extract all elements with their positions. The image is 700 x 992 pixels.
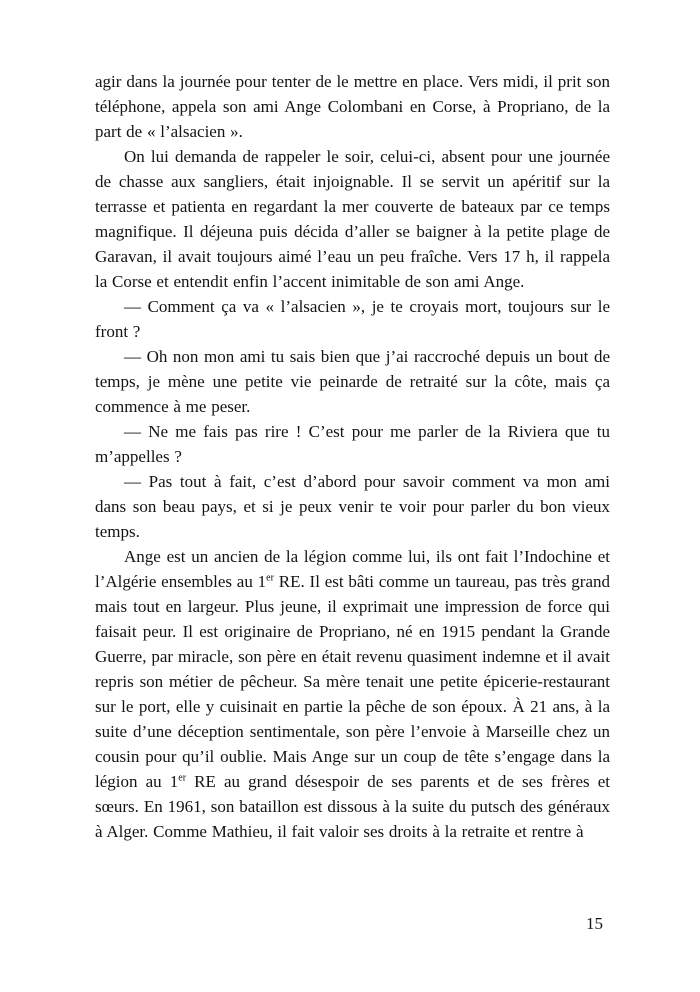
paragraph [95,69,610,144]
ordinal-superscript: er [178,772,187,784]
paragraph [95,294,610,344]
paragraph [95,469,610,544]
paragraph [95,419,610,469]
text-segment: Ange est un ancien de la légion comme lui, ils ont fait l’Indochine et l’Algérie ensembles au 1 [95,547,610,591]
text-segment: agir dans la journée pour tenter de le mettre en place. Vers midi, il prit son téléphone, appela son ami Ange Colombani en Corse, à Propriano, de la part de « l’alsacien ». [95,72,610,141]
page-number: 15 [586,914,603,933]
text-segment: — Ne me fais pas rire ! C’est pour me parler de la Riviera que tu m’appelles ? [95,422,610,466]
text-segment: On lui demanda de rappeler le soir, celui-ci, absent pour une journée de chasse aux sangliers, était injoignable. Il se servit un apéritif sur la terrasse et patienta en regardant la mer couverte de bateaux par ce temps magnifique. Il déjeuna puis décida d’aller se baigner à la petite plage de Garavan, il avait toujours aimé l’eau un peu fraîche. Vers 17 h, il rappela la Corse et entendit enfin l’accent inimitable de son ami Ange. [95,147,610,291]
ordinal-superscript: er [266,572,274,584]
paragraph [95,544,610,844]
text-segment: — Oh non mon ami tu sais bien que j’ai raccroché depuis un bout de temps, je mène une petite vie peinarde de retraité sur la côte, mais ça commence à me peser. [95,347,610,416]
paragraph [95,144,610,294]
text-segment: RE. Il est bâti comme un taureau, pas très grand mais tout en largeur. Plus jeune, il exprimait une impression de force qui faisait peur. Il est originaire de Propriano, né en 1915 pendant la Grande Guerre, par miracle, son père en était revenu quasiment indemne et il avait repris son métier de pêcheur. Sa mère tenait une petite épicerie-restaurant sur le port, elle y cuisinait en partie la pêche de son époux. À 21 ans, à la suite d’une déception sentimentale, son père l’envoie à Marseille chez un cousin pour qu’il oublie. Mais Ange sur un coup de tête s’engage dans la légion au 1 [95,572,610,791]
text-segment: — Pas tout à fait, c’est d’abord pour savoir comment va mon ami dans son beau pays, et si je peux venir te voir pour parler du bon vieux temps. [95,472,610,541]
text-segment: RE au grand désespoir de ses parents et de ses frères et sœurs. En 1961, son bataillon est dissous à la suite du putsch des généraux à Alger. Comme Mathieu, il fait valoir ses droits à la retraite et rentre à [95,772,610,841]
page-text [95,69,610,844]
text-segment: — Comment ça va « l’alsacien », je te croyais mort, toujours sur le front ? [95,297,610,341]
paragraph [95,344,610,419]
